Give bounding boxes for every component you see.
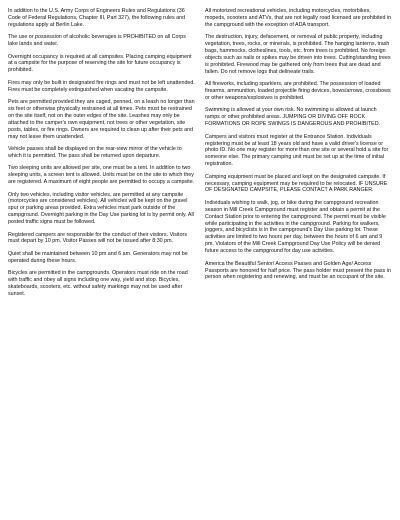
bicycle-rule-paragraph: Bicycles are permitted in the campgrounds. Operators must ride on the road with traffic and obey all signs including one way, yield and stop. Bicycles, skateboards, scooters, etc. without safety markings may not be used after sunset. bbox=[8, 270, 188, 297]
fire-rule-paragraph: Fires may only be built in designated fire rings and must not be left unattended. Fires must be completely extinguished when vacating the campsite. bbox=[8, 79, 195, 93]
pet-rule-paragraph: Pets are permitted provided they are caged, penned, on a leash no longer than six feet or otherwise physically restrained at all times. Pets must be restrained on the site itself, not on the outer edges of the site. Leashes may only be attached to the camper's own equipment, not trees or other vegetation, site posts, tables, or fire rings. Owners are required to clean up after their pets and may not leave them unattended. bbox=[8, 99, 195, 140]
rules-intro-paragraph: In addition to the U.S. Army Corps of Engineers Rules and Regulations (36 Code of Federal Regulations, Chapter III, Part 327), the following rules and regulations apply at Berlin Lake. bbox=[8, 8, 186, 28]
registration-rule-paragraph: Campers and visitors must register at the Entrance Station. Individuals registering must be at least 18 years old and have a valid driver's license or photo ID. No one may register for more than one site or several hold a site for someone else. The primary camping unit must be set up at the time of initial registration. bbox=[205, 133, 389, 168]
vehicle-limit-rule-paragraph: Only two vehicles, including visitor vehicles, are permitted at any campsite (motorcycles are considered vehicles). All vehicles will be kept on the gravel spur or parking areas provided. Extra vehicles must park outside of the campground. Overnight parking in the Day Use parking lot is by permit only. All posted traffic signs must be followed. bbox=[8, 191, 194, 226]
property-rule-paragraph: The destruction, injury, defacement, or removal of public property, including vegetation, trees, rocks, or minerals, is prohibited. The hanging lanterns, trash bags, hammocks, clotheslines, tools, etc. from trees is prohibited. No foreign objects such as nails or spikes may be driven into trees. Cutting/standing trees is prohibited. Firewood may be gathered only from trees that are dead and fallen. Do not remove logs that delineate trails. bbox=[205, 34, 391, 75]
alcohol-rule-paragraph: The use or possession of alcoholic beverages is PROHIBITED on all Corps lake lands and water. bbox=[8, 34, 186, 48]
motorized-vehicle-rule-paragraph: All motorized recreational vehicles, including motorcycles, motorbikes, mopeds, scooters and ATVs, that are not legally road licensed are prohibited in the campground with the exception of ADA transport. bbox=[205, 8, 392, 28]
visitor-rule-paragraph: Registered campers are responsible for the conduct of their visitors. Visitors must depart by 10 pm. Visitor Passes will not be issued after 8:30 pm. bbox=[8, 231, 187, 245]
equipment-placement-rule-paragraph: Camping equipment must be placed and kept on the designated campsite. If necessary, camping equipment may be required to be relocated. IF UNSURE OF DESIGNATED CAMPSITE, PLEASE CONTACT A PARK RANGER. bbox=[205, 173, 388, 194]
vehicle-pass-rule-paragraph: Vehicle passes shall be displayed on the rear-view mirror of the vehicle to which it is permitted. The pass shall be returned upon departure. bbox=[8, 146, 182, 159]
occupancy-rule-paragraph: Overnight occupancy is required at all campsites. Placing camping equipment at a campsite for the purpose of reserving the site for future occupancy is prohibited. bbox=[8, 53, 192, 74]
day-use-policy-paragraph: Individuals wishing to walk, jog, or bike during the campground recreation season in Mill Creek Campground must register and obtain a permit at the Contact Station prior to entering the campground. The permit must be visible while participating in the activities in the campground. Parking for walkers, joggers, and bicyclists is in the campground's Day Use parking lot. These activities are limited to two hours per day, between the hours of 6 am and 9 pm. Violators of the Mill Creek Campground Day Use Policy will be denied future access to the campground for day use activities. bbox=[205, 199, 386, 255]
quiet-hours-rule-paragraph: Quiet shall be maintained between 10 pm and 6 am. Generators may not be operated during these hours. bbox=[8, 250, 188, 264]
left-column bbox=[8, 8, 195, 520]
right-column bbox=[205, 8, 392, 520]
sleeping-units-rule-paragraph: Two sleeping units are allowed per site, one must be a tent. In addition to two sleeping units, a screen tent is allowed. Units must be on the site to which they are registered. A maximum of eight people are permitted to occupy a campsite. bbox=[8, 165, 195, 186]
passes-rule-paragraph: America the Beautiful Senior/ Access Passes and Golden Age/ Access Passports are honored for half price. The pass holder must present the pass in person when registering and renewing, and must be an occupant of the site. bbox=[205, 260, 391, 281]
swimming-rule-paragraph: Swimming is allowed at your own risk. No swimming is allowed at launch ramps or other prohibited areas. JUMPING OR DIVING OFF ROCK FORMATIONS OR ROPE SWINGS IS DANGEROUS AND PROHIBITED. bbox=[205, 107, 381, 128]
fireworks-weapons-rule-paragraph: All fireworks, including sparklers, are prohibited. The possession of loaded firearms, ammunition, loaded projectile firing devices, bows/arrows, crossbows or other weapons/explosives is prohibited. bbox=[205, 81, 391, 101]
